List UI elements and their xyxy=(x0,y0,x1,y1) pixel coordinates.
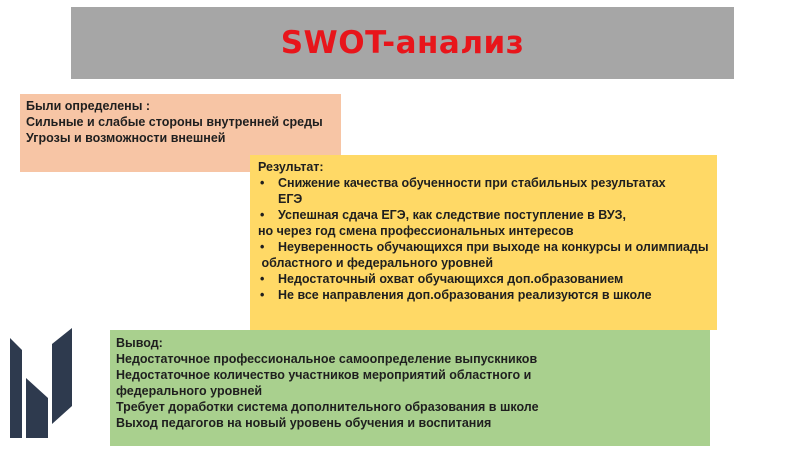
title-bar xyxy=(71,7,734,79)
conclusion-line: Требует доработки система дополнительного образования в школе xyxy=(116,400,539,414)
result-item xyxy=(258,207,709,223)
result-item-text: Неуверенность обучающихся при выходе на конкурсы и олимпиады xyxy=(278,240,709,254)
slide-title: SWOT-анализ xyxy=(280,25,525,61)
school-logo-icon xyxy=(8,326,78,446)
result-item xyxy=(258,287,709,303)
result-continuation: но через год смена профессиональных интересов xyxy=(258,224,574,238)
bullet-mark: • xyxy=(260,176,265,190)
result-heading: Результат: xyxy=(258,160,324,174)
conclusion-line: Недостаточное профессиональное самоопределение выпускников xyxy=(116,352,538,366)
result-item xyxy=(258,239,709,255)
defined-heading: Были определены : xyxy=(26,99,151,113)
result-item xyxy=(258,175,709,207)
result-box xyxy=(250,155,717,330)
result-item xyxy=(258,271,709,287)
bullet-mark: • xyxy=(260,208,265,222)
result-item-text: Снижение качества обученности при стабильных результатах ЕГЭ xyxy=(278,176,666,206)
conclusion-line: Недостаточное количество участников мероприятий областного и федерального уровней xyxy=(116,368,532,398)
bullet-mark: • xyxy=(260,240,265,254)
defined-line-strengths: Сильные и слабые стороны внутренней среды xyxy=(26,115,323,129)
result-item-text: Не все направления доп.образования реализуются в школе xyxy=(278,288,652,302)
conclusion-box xyxy=(110,330,710,446)
result-item-text: Успешная сдача ЕГЭ, как следствие поступление в ВУЗ, xyxy=(278,208,626,222)
conclusion-line: Выход педагогов на новый уровень обучения и воспитания xyxy=(116,416,492,430)
result-item-text: Недостаточный охват обучающихся доп.образованием xyxy=(278,272,624,286)
bullet-mark: • xyxy=(260,272,265,286)
defined-line-threats: Угрозы и возможности внешней xyxy=(26,131,226,145)
bullet-mark: • xyxy=(260,288,265,302)
result-continuation: областного и федерального уровней xyxy=(258,256,494,270)
conclusion-heading: Вывод: xyxy=(116,336,163,350)
